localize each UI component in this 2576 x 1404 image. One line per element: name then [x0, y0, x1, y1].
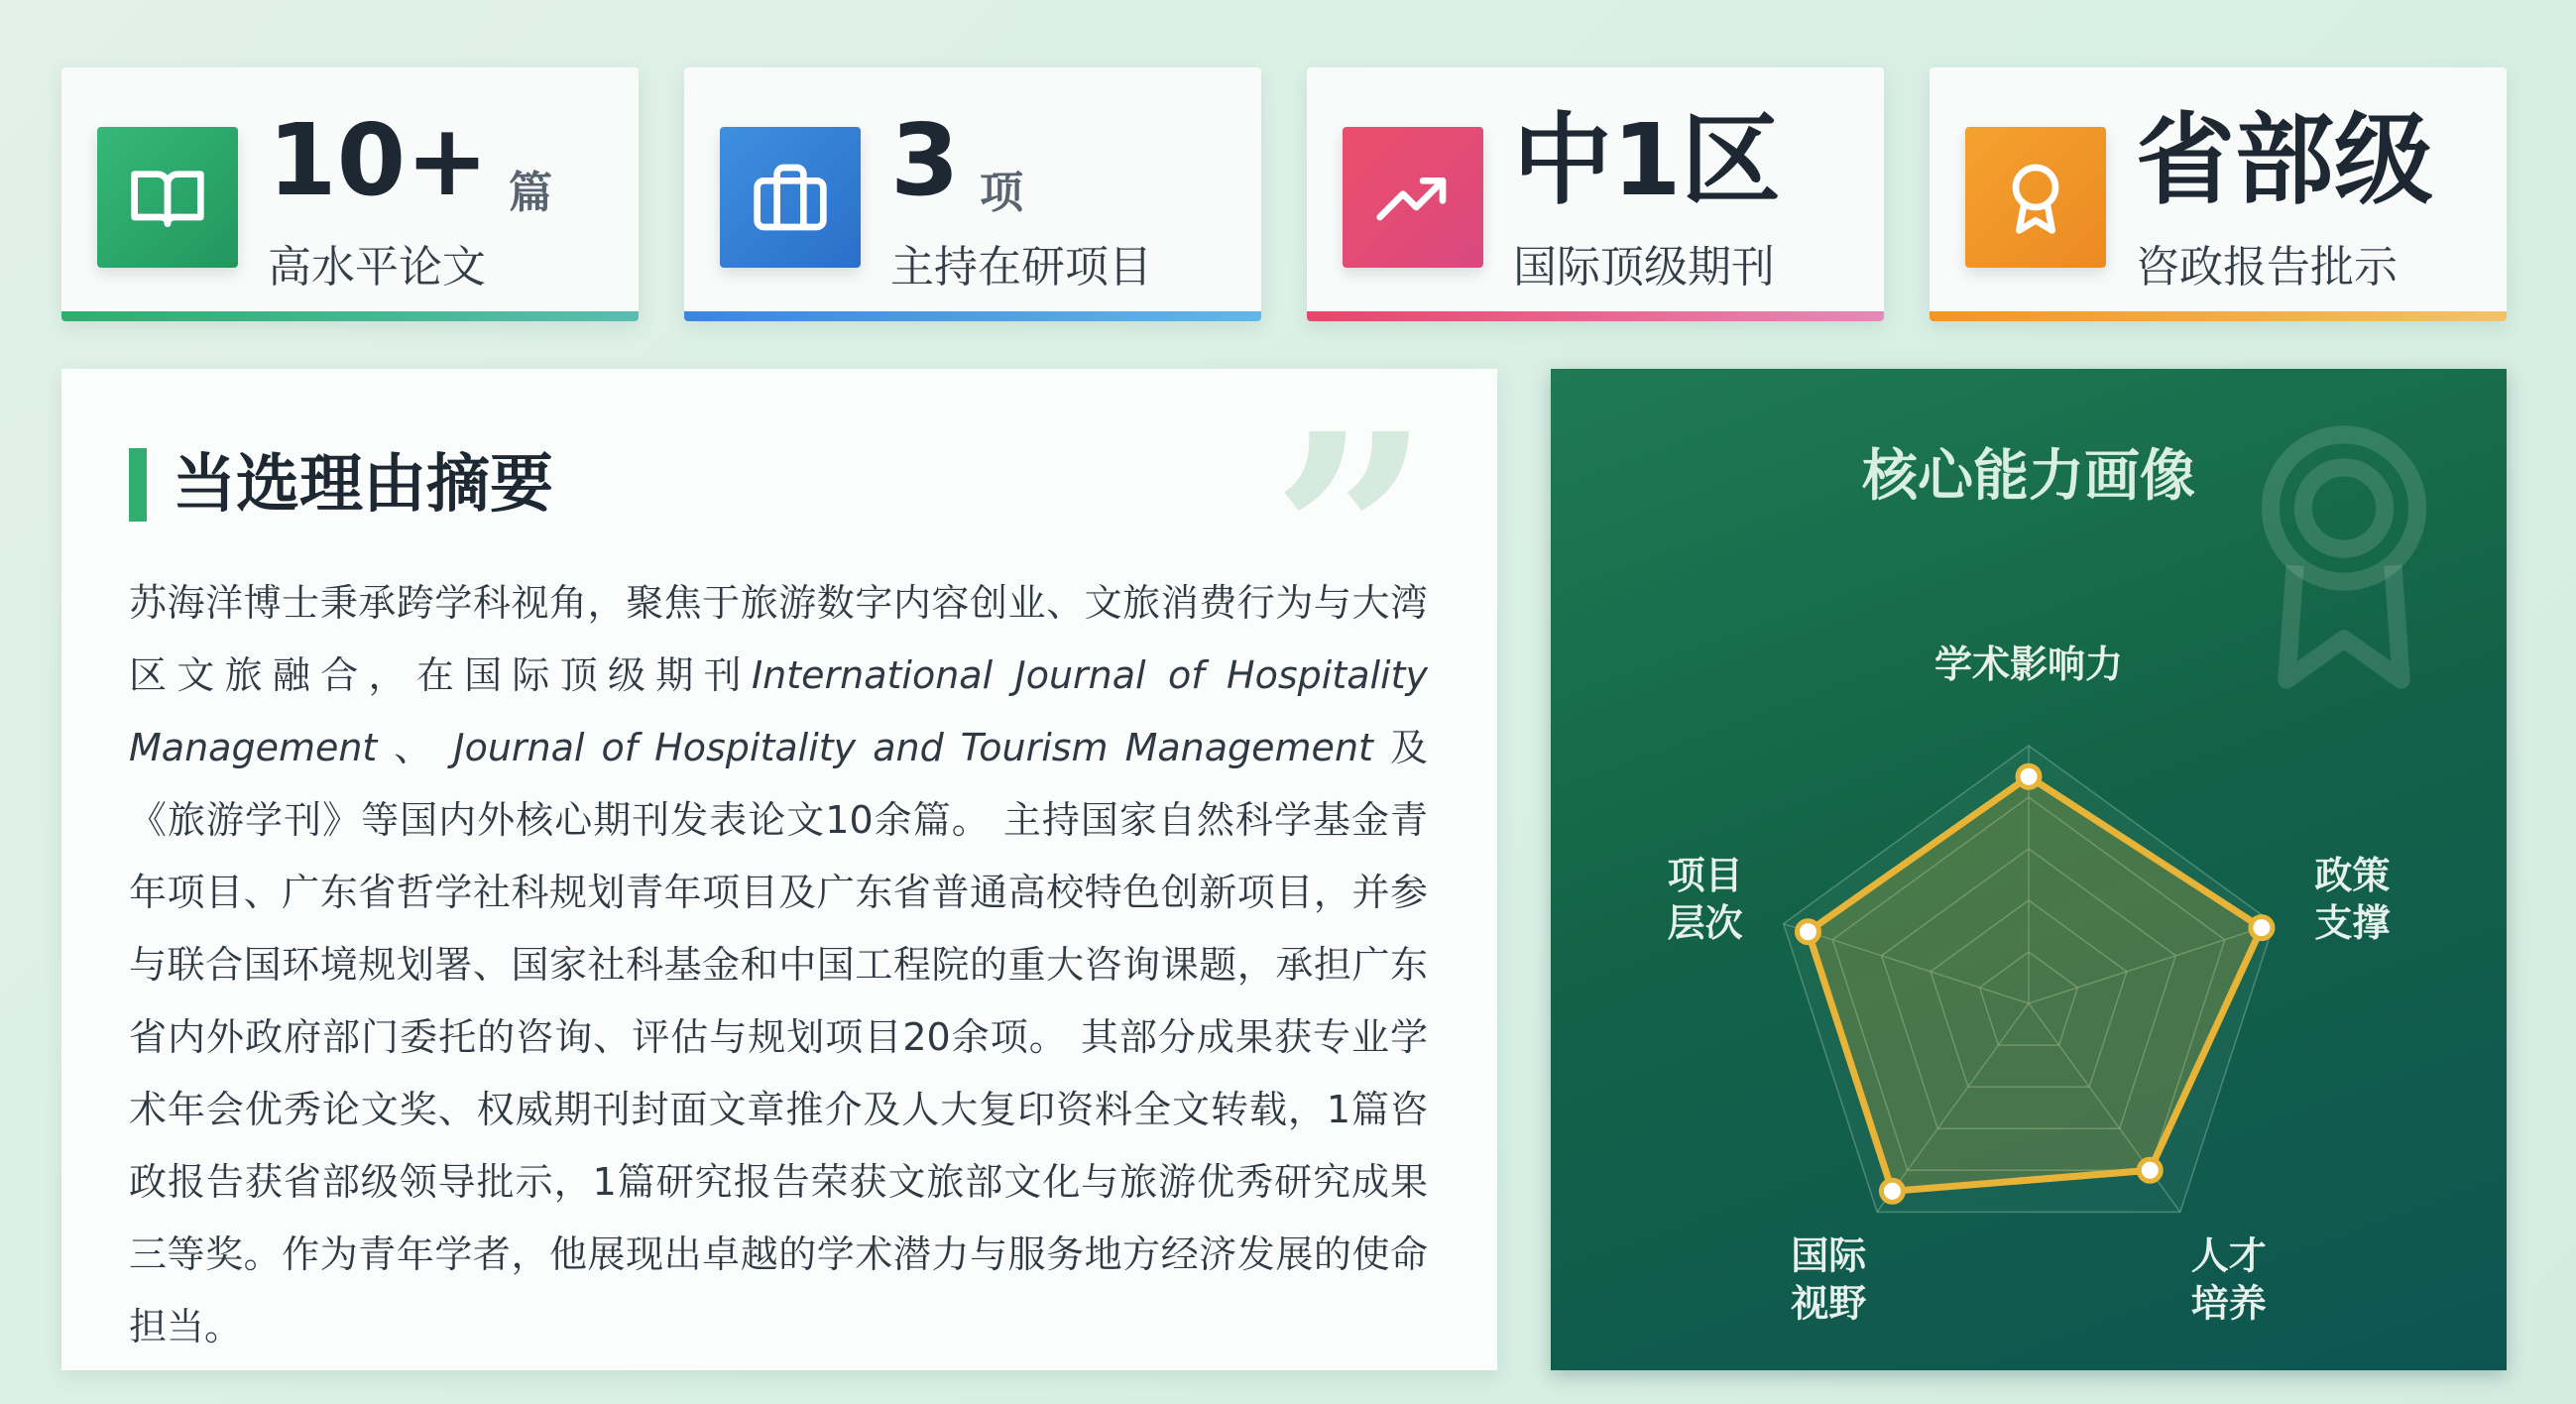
stat-value: 10+	[268, 102, 489, 218]
stat-card-report	[1930, 67, 2507, 321]
radar-point	[1797, 921, 1818, 943]
journal-name-2: Journal of Hospitality and Tourism Management	[453, 726, 1373, 769]
radar-axis-label: 人才	[2190, 1233, 2267, 1278]
book-icon-tile	[97, 127, 238, 268]
journal-name-1: International Journal of Hospitality Management	[129, 653, 1428, 769]
summary-text-2: 及《旅游学刊》等国内外核心期刊发表论文10余篇。 主持国家自然科学基金青年项目、广东省哲学社科规划青年项目及广东省普通高校特色创新项目，并参与联合国环境规划署、国家社科基金和中国工程院的重大咨询课题，承担广东省内外政府部门委托的咨询、评估与规划项目20余项。 其部分成果获专业学术年会优秀论文奖、权威期刊封面文章推介及人大复印资料全文转载，1篇咨政报告获省部级领导批示，1篇研究报告荣获文旅部文化与旅游优秀研究成果三等奖。作为青年学者，他展现出卓越的学术潜力与服务地方经济发展的使命担当。	[129, 726, 1428, 1348]
trend-up-icon	[1373, 158, 1453, 237]
summary-text-1: 苏海洋博士秉承跨学科视角，聚焦于旅游数字内容创业、文旅消费行为与大湾区文旅融合，在国际顶级期刊	[129, 581, 1428, 697]
award-icon-tile	[1965, 127, 2106, 268]
stat-unit: 项	[980, 168, 1023, 218]
stat-unit: 篇	[509, 168, 552, 218]
stat-card-projects	[684, 67, 1261, 321]
title-accent-bar	[129, 448, 147, 522]
quote-mark-icon: ”	[1271, 374, 1432, 700]
radar-axis-label: 国际	[1791, 1233, 1867, 1278]
trend-up-icon-tile	[1343, 127, 1483, 268]
summary-body	[129, 567, 1428, 1363]
radar-point	[2018, 765, 2040, 787]
radar-title: 核心能力画像	[1862, 444, 2195, 509]
radar-axis-label: 视野	[1791, 1281, 1867, 1326]
radar-axis-label: 学术影响力	[1933, 642, 2124, 686]
accent-bar	[1307, 311, 1884, 321]
radar-point	[1881, 1180, 1903, 1202]
radar-card	[1551, 369, 2507, 1370]
radar-axis-label: 项目	[1667, 853, 1743, 897]
stat-value: 3	[890, 102, 960, 218]
award-icon	[1996, 158, 2075, 237]
accent-bar	[1930, 311, 2507, 321]
radar-point	[2139, 1159, 2161, 1181]
stat-card-journal	[1307, 67, 1884, 321]
radar-axis-label: 政策	[2314, 853, 2391, 897]
stat-card-papers	[61, 67, 639, 321]
radar-point	[2251, 917, 2273, 939]
radar-axis-label: 培养	[2190, 1281, 2267, 1326]
stat-value: 中1区	[1513, 102, 1781, 218]
stat-label: 咨政报告批示	[2136, 242, 2398, 292]
book-icon	[128, 158, 207, 237]
stat-label: 主持在研项目	[890, 242, 1152, 292]
radar-axis-label: 层次	[1667, 900, 1743, 945]
stat-value: 省部级	[2136, 102, 2433, 218]
radar-axis-label: 支撑	[2314, 900, 2391, 945]
radar-chart	[1551, 369, 2507, 1370]
stat-label: 国际顶级期刊	[1513, 242, 1775, 292]
stat-label: 高水平论文	[268, 242, 486, 292]
accent-bar	[61, 311, 639, 321]
briefcase-icon	[751, 158, 830, 237]
summary-card	[61, 369, 1497, 1370]
accent-bar	[684, 311, 1261, 321]
summary-title: 当选理由摘要	[173, 448, 553, 522]
briefcase-icon-tile	[720, 127, 861, 268]
journal-separator: 、	[394, 726, 437, 769]
